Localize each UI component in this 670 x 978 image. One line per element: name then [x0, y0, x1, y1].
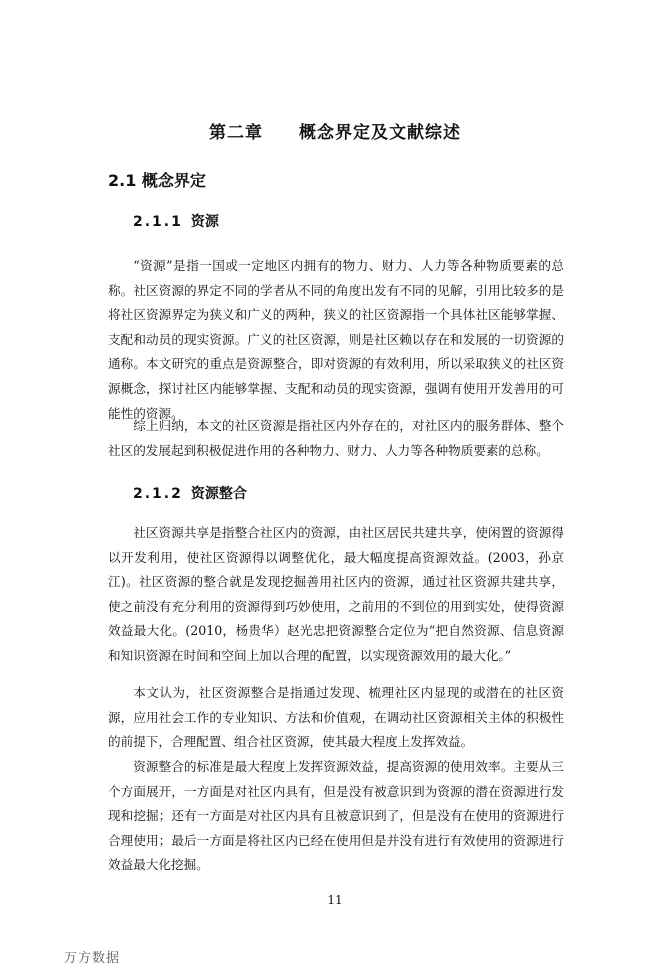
- paragraph-resource-sharing: 社区资源共享是指整合社区内的资源，由社区居民共建共享，使闲置的资源得以开发利用，使社区资源得以调整优化，最大幅度提高资源效益。(2003，孙京江)。社区资源的整合就是发现挖掘善用社区内的资源，通过社区资源共建共享，使之前没有充分利用的资源得到巧妙使用，之前用的不到位的用到实处，使得资源效益最大化。(2010，杨贵华）赵光忠把资源整合定位为“把自然资源、信息资源和知识资源在时间和空间上加以合理的配置，以实现资源效用的最大化。”: [108, 525, 564, 663]
- paragraph-resource-definition: “资源”是指一国或一定地区内拥有的物力、财力、人力等各种物质要素的总称。社区资源的界定不同的学者从不同的角度出发有不同的见解，引用比较多的是将社区资源界定为狭义和广义的两种，狭义的社区资源指一个具体社区能够掌握、支配和动员的现实资源。广义的社区资源，则是社区赖以存在和发展的一切资源的通称。本文研究的重点是资源整合，即对资源的有效利用，所以采取狭义的社区资源概念，探讨社区内能够掌握、支配和动员的现实资源，强调有使用开发善用的可能性的资源。: [108, 258, 564, 421]
- paragraph-resource-summary: 综上归纳，本文的社区资源是指社区内外存在的，对社区内的服务群体、整个社区的发展起到积极促进作用的各种物力、财力、人力等各种物质要素的总称。: [108, 418, 564, 458]
- subsection-number: 2.1.2: [133, 486, 183, 502]
- subsection-title: 资源整合: [190, 486, 247, 502]
- subsection-title: 资源: [190, 214, 219, 230]
- watermark: 万方数据: [64, 951, 121, 966]
- paragraph-integration-definition: 本文认为，社区资源整合是指通过发现、梳理社区内显现的或潜在的社区资源，应用社会工作的专业知识、方法和价值观，在调动社区资源相关主体的积极性的前提下，合理配置、组合社区资源，使其最大程度上发挥效益。: [108, 685, 564, 750]
- chapter-number: 第二章: [209, 123, 263, 143]
- section-heading: 2.1 概念界定: [108, 171, 206, 190]
- chapter-name: 概念界定及文献综述: [299, 123, 461, 143]
- chapter-title: [0, 118, 670, 143]
- subsection-heading-resources: [133, 211, 219, 231]
- subsection-heading-integration: [133, 483, 247, 503]
- page-number: 11: [327, 893, 343, 907]
- subsection-number: 2.1.1: [133, 214, 183, 230]
- paragraph-integration-standard: 资源整合的标准是最大程度上发挥资源效益，提高资源的使用效率。主要从三个方面展开，一方面是对社区内具有，但是没有被意识到为资源的潜在资源进行发现和挖掘；还有一方面是对社区内具有且被意识到了，但是没有在使用的资源进行合理使用；最后一方面是将社区内已经在使用但是并没有进行有效使用的资源进行效益最大化挖掘。: [108, 759, 564, 873]
